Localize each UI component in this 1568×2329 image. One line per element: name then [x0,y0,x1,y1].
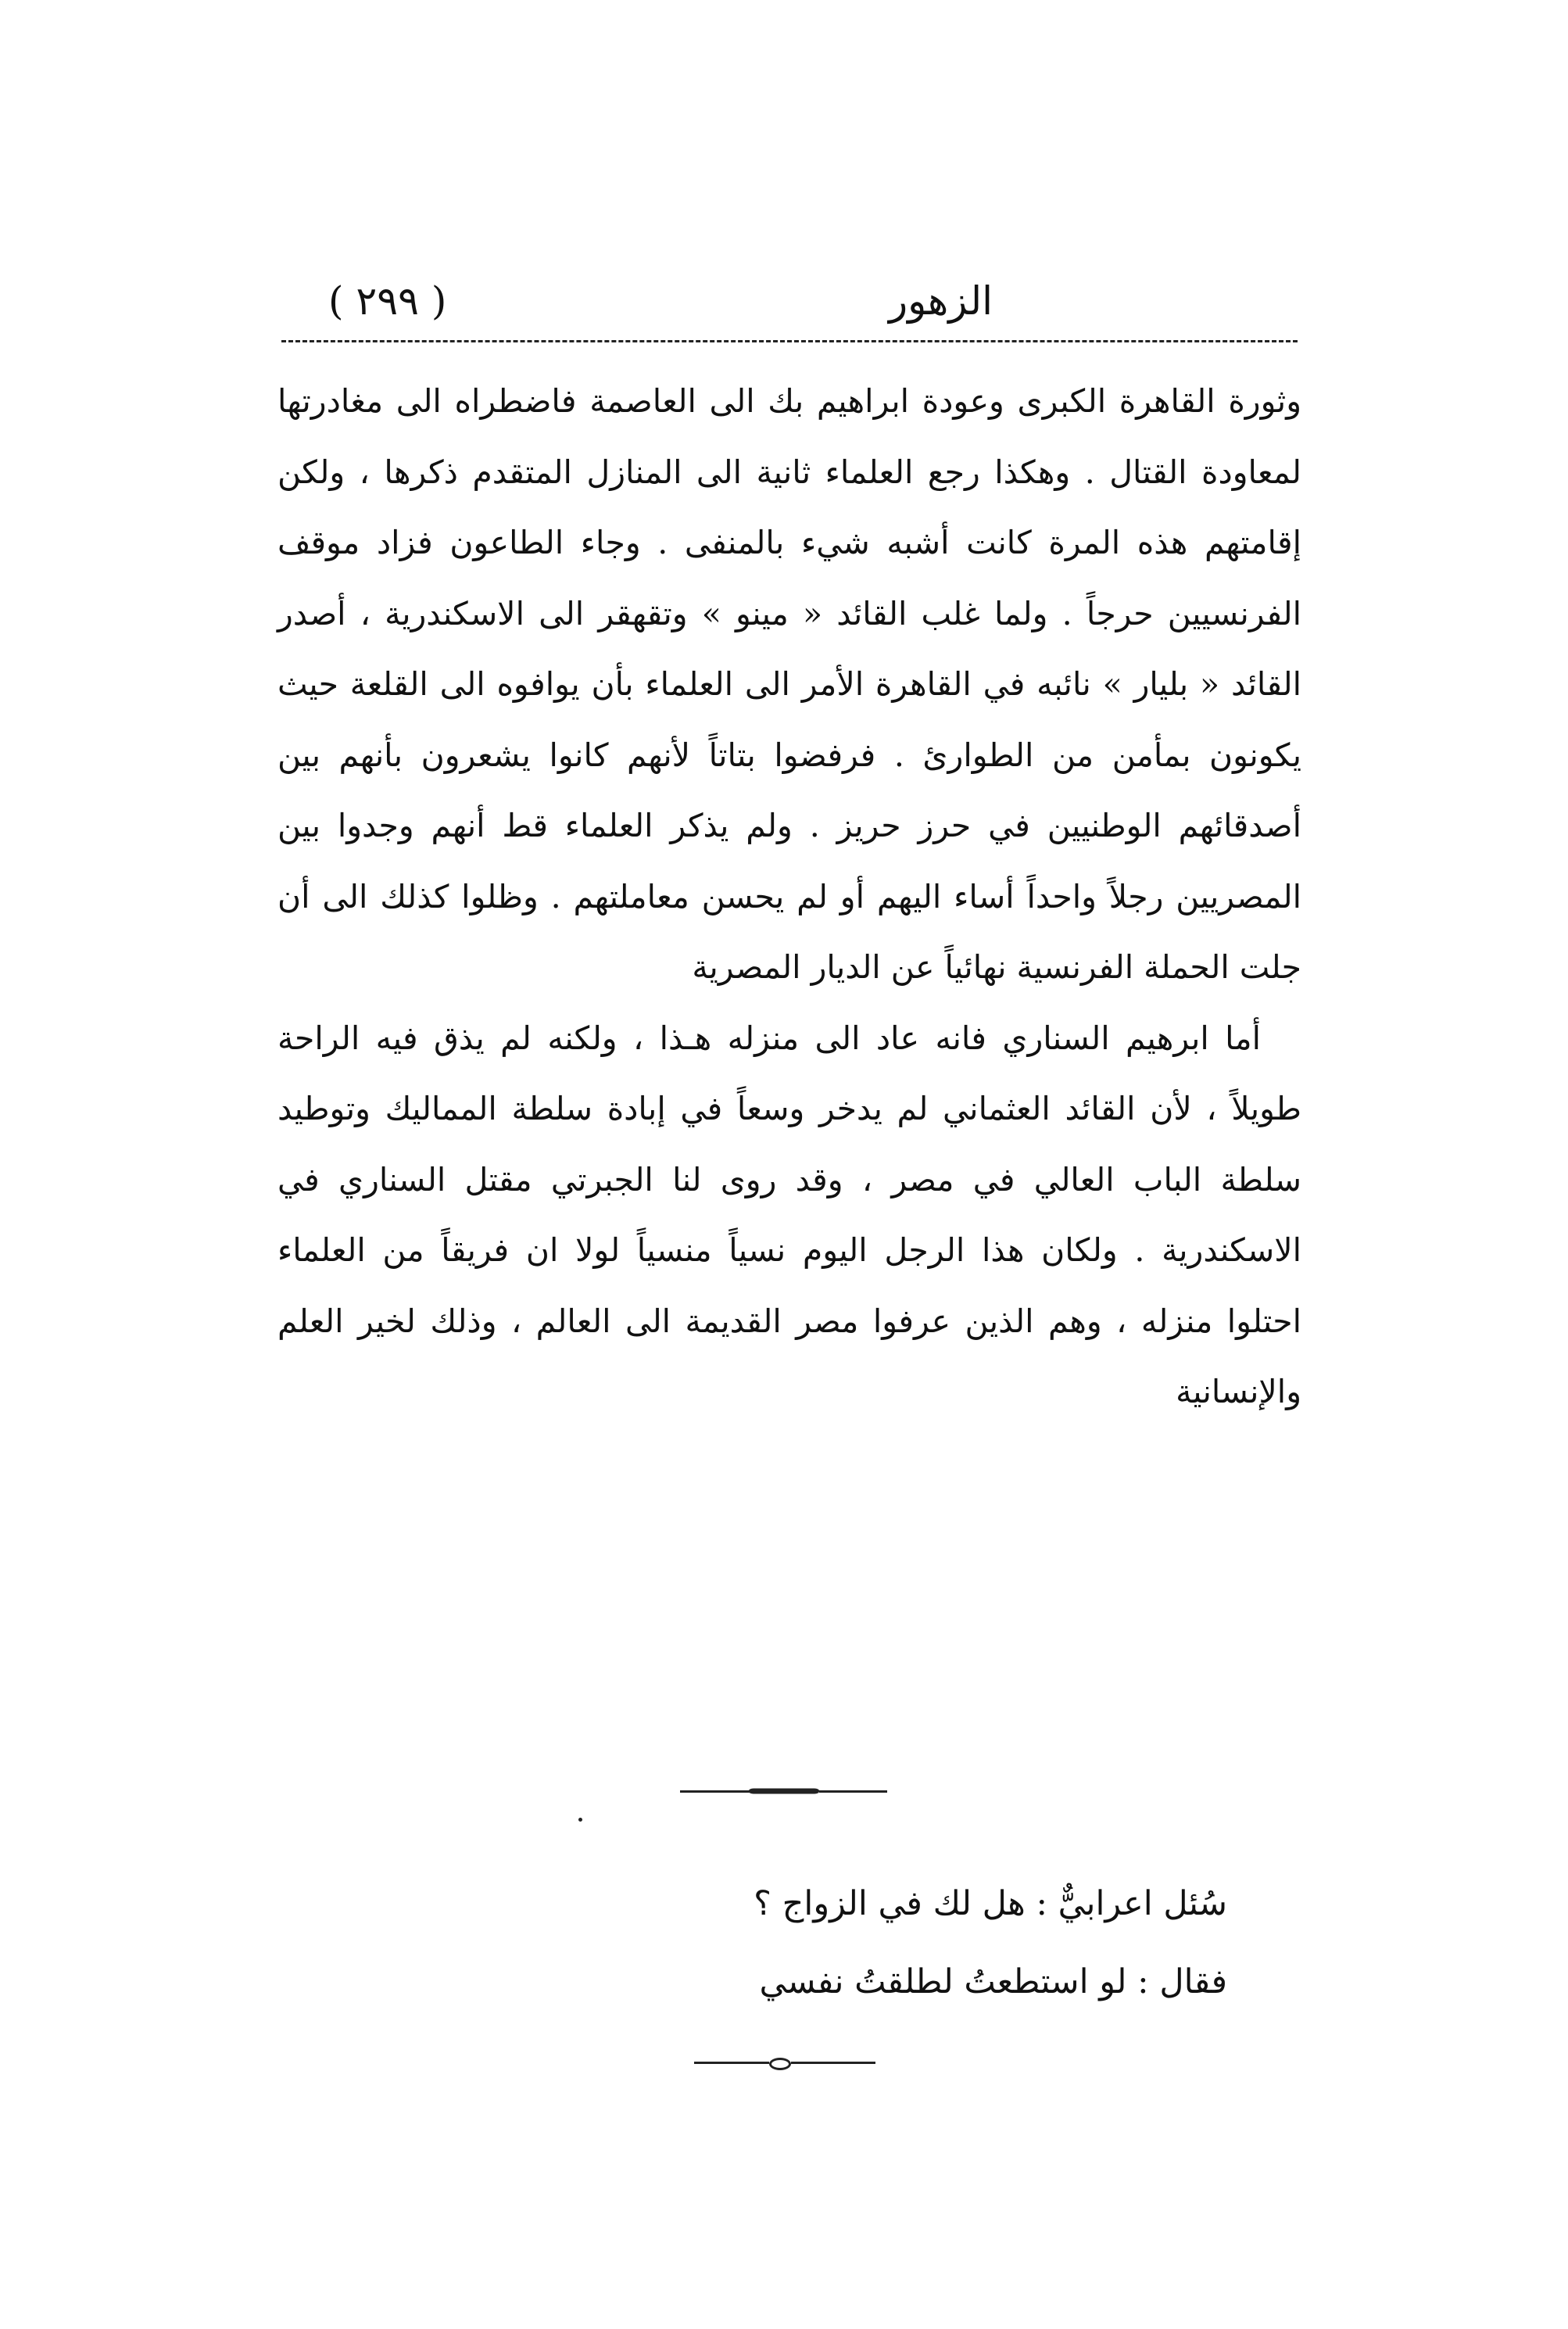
page-number: ( ٢٩٩ ) [328,278,447,324]
page-header [281,270,1298,340]
paragraph-2: أما ابرهيم السناري فانه عاد الى منزله هـذا ، ولكنه لم يذق فيه الراحة طويلاً ، لأن القائد العثماني لم يدخر وسعاً في إبادة سلطة المماليك وتوطيد سلطة الباب العالي في مصر ، وقد روى لنا الجبرتي مقتل السناري في الاسكندرية . ولكان هذا الرجل اليوم نسياً منسياً لولا ان فريقاً من العلماء احتلوا منزله ، وهم الذين عرفوا مصر القديمة الى العالم ، وذلك لخير العلم والإنسانية [277,1019,1301,1410]
section-divider-ornament [680,1786,887,1797]
anecdote-line-2: فقال : لو استطعتُ لطلقتُ نفسي [759,1962,1227,2001]
anecdote-line-1: سُئل اعرابيٌّ : هل لك في الزواج ؟ [754,1884,1227,1923]
anecdote [625,1865,1235,2021]
paragraph-1: وثورة القاهرة الكبرى وعودة ابراهيم بك الى العاصمة فاضطراه الى مغادرتها لمعاودة القتال . وهكذا رجع العلماء ثانية الى المنازل المتقدم ذكرها ، ولكن إقامتهم هذه المرة كانت أشبه شيء بالمنفى . وجاء الطاعون فزاد موقف الفرنسيين حرجاً . ولما غلب القائد « مينو » وتقهقر الى الاسكندرية ، أصدر القائد « بليار » نائبه في القاهرة الأمر الى العلماء بأن يوافوه الى القلعة حيث يكونون بمأمن من الطوارئ . فرفضوا بتاتاً لأنهم كانوا يشعرون بأنهم بين أصدقائهم الوطنيين في حرز حريز . ولم يذكر العلماء قط أنهم وجدوا بين المصريين رجلاً واحداً أساء اليهم أو لم يحسن معاملتهم . وظلوا كذلك الى أن جلت الحملة الفرنسية نهائياً عن الديار المصرية [277,382,1301,986]
end-ornament [694,2057,875,2068]
header-rule [281,340,1298,342]
body-text [277,366,1301,1428]
stray-dot [578,1818,582,1822]
running-title: الزهور [888,278,993,324]
